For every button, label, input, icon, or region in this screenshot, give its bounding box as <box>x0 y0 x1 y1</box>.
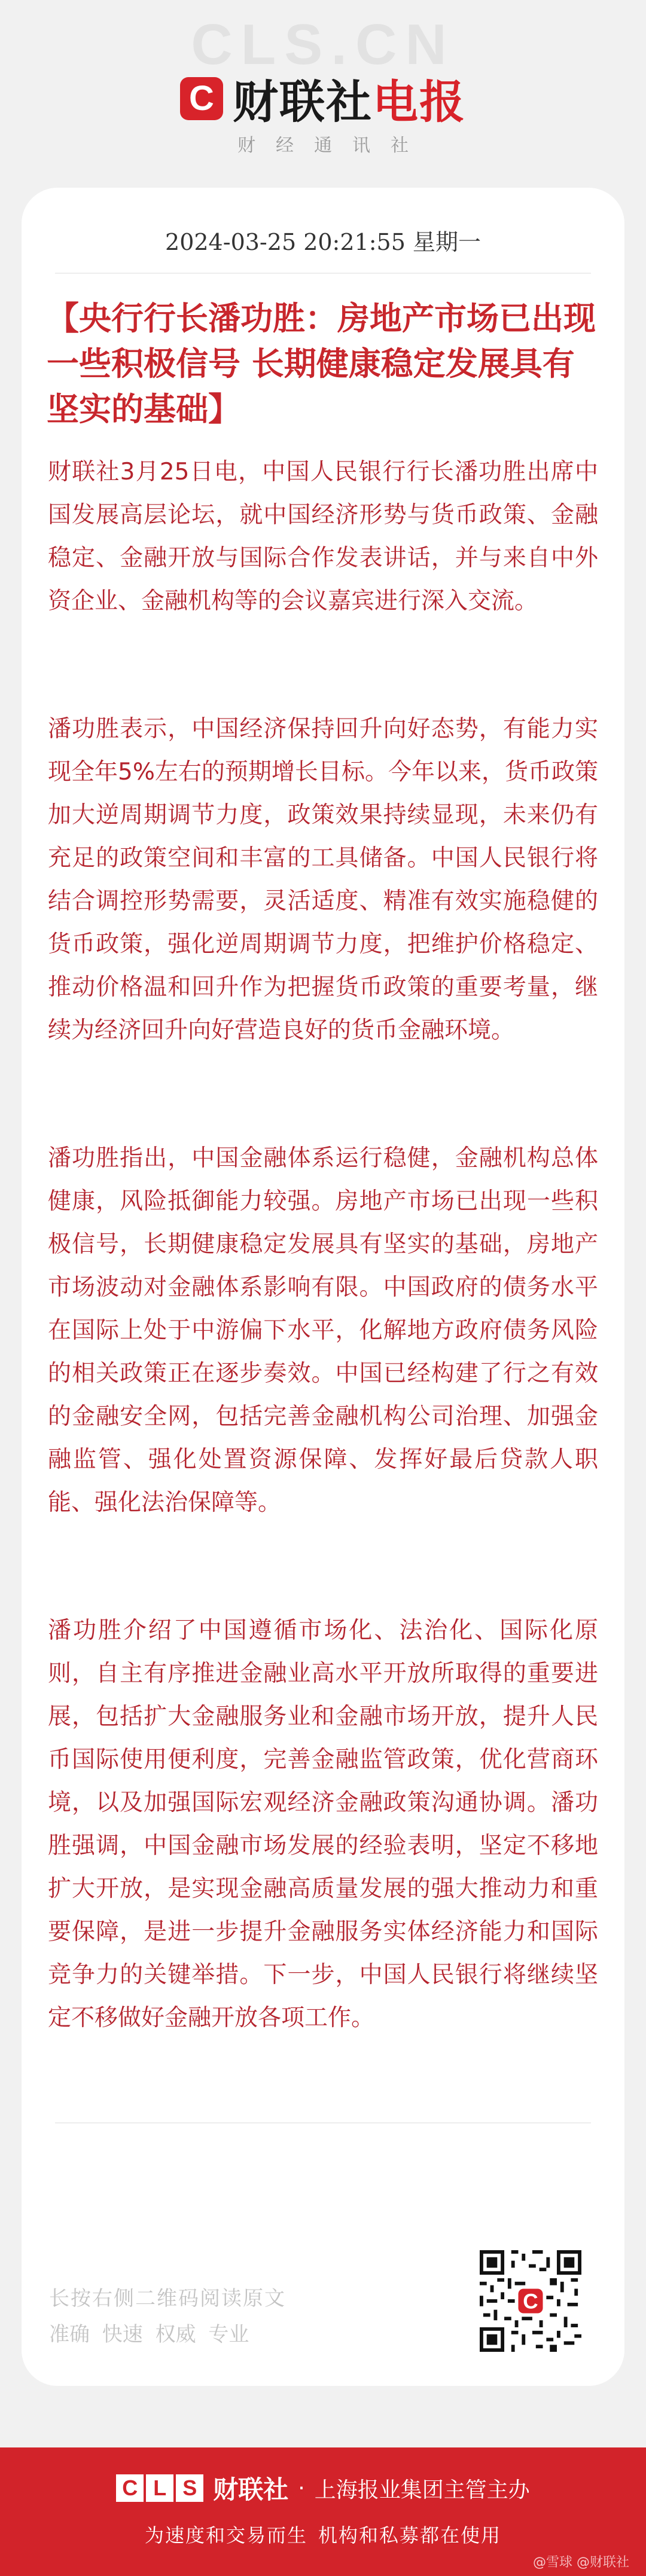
footer-tagline-part2: 机构和私募都在使用 <box>318 2524 502 2547</box>
footer <box>0 2447 646 2576</box>
publish-datetime: 2024-03-25 20:21:55 星期一 <box>165 229 481 255</box>
article-headline: 【央行行长潘功胜：房地产市场已出现一些积极信号 长期健康稳定发展具有坚实的基础】 <box>47 299 596 428</box>
header <box>0 0 646 179</box>
divider <box>55 2122 591 2123</box>
cls-logo-icon: C <box>180 77 223 120</box>
article-card <box>22 188 624 2386</box>
article-paragraph: 潘功胜指出，中国金融体系运行稳健，金融机构总体健康，风险抵御能力较强。房地产市场已出现一些积极信号，长期健康稳定发展具有坚实的基础，房地产市场波动对金融体系影响有限。中国政府的债务水平在国际上处于中游偏下水平，化解地方政府债务风险的相关政策正在逐步奏效。中国已经构建了行之有效的金融安全网，包括完善金融机构公司治理、加强金融监管、强化处置资源保障、发挥好最后贷款人职能、强化法治保障等。 <box>48 1145 598 1516</box>
footer-organization: 上海报业集团主管主办 <box>314 2477 530 2502</box>
divider <box>55 273 591 274</box>
brand-name-part2: 电报 <box>373 75 466 129</box>
watermark: CLS.CN <box>191 13 455 77</box>
cls-letter: S <box>176 2474 203 2502</box>
article-paragraph: 潘功胜表示，中国经济保持回升向好态势，有能力实现全年5%左右的预期增长目标。今年以来，货币政策加大逆周期调节力度，政策效果持续显现，未来仍有充足的政策空间和丰富的工具储备。中国人民银行将结合调控形势需要，灵活适度、精准有效实施稳健的货币政策，强化逆周期调节力度，把维护价格稳定、推动价格温和回升作为把握货币政策的重要考量，继续为经济回升向好营造良好的货币金融环境。 <box>48 716 598 1044</box>
watermark-credit: @雪球 @财联社 <box>533 2555 629 2570</box>
slogan: 准确 快速 权威 专业 <box>49 2323 249 2346</box>
brand-name <box>233 66 466 131</box>
brand-name-part1: 财联社 <box>233 75 373 129</box>
footer-brand-name: 财联社 <box>213 2475 289 2504</box>
cls-letter: C <box>116 2474 144 2502</box>
article-paragraph: 财联社3月25日电，中国人民银行行长潘功胜出席中国发展高层论坛，就中国经济形势与货币政策、金融稳定、金融开放与国际合作发表讲话，并与来自中外资企业、金融机构等的会议嘉宾进行深入交流。 <box>48 459 598 615</box>
cls-letter: L <box>146 2474 173 2502</box>
qr-code-icon[interactable] <box>480 2250 581 2352</box>
footer-brand-row <box>0 2470 646 2506</box>
brand-logo <box>0 66 646 131</box>
article-paragraph: 潘功胜介绍了中国遵循市场化、法治化、国际化原则，自主有序推进金融业高水平开放所取得的重要进展，包括扩大金融服务业和金融市场开放，提升人民币国际使用便利度，完善金融监管政策，优化营商环境，以及加强国际宏观经济金融政策沟通协调。潘功胜强调，中国金融市场发展的经验表明，坚定不移地扩大开放，是实现金融高质量发展的强大推动力和重要保障，是进一步提升金融服务实体经济能力和国际竞争力的关键举措。下一步，中国人民银行将继续坚定不移做好金融开放各项工作。 <box>48 1617 598 2031</box>
cls-logo <box>116 2474 203 2502</box>
footer-tagline <box>0 2520 646 2548</box>
qr-center-logo: C <box>523 2290 538 2314</box>
qr-read-hint: 长按右侧二维码阅读原文 <box>49 2287 286 2311</box>
brand-subtitle: 财经通讯社 <box>237 135 429 156</box>
article-body <box>48 451 598 2125</box>
footer-tagline-part1: 为速度和交易而生 <box>144 2524 307 2547</box>
footer-dot: · <box>298 2476 305 2501</box>
